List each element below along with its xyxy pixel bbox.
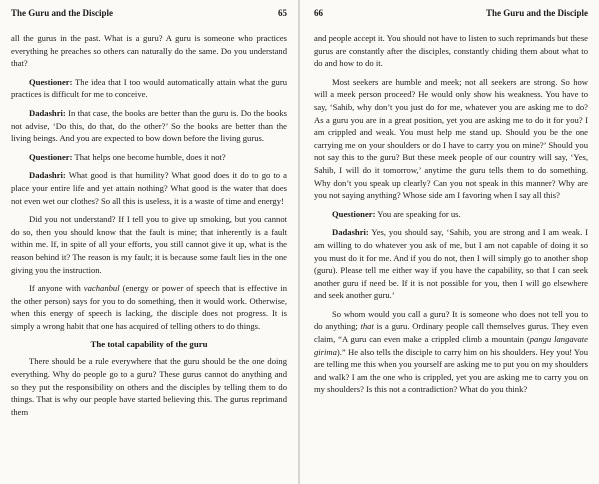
dialogue-paragraph <box>314 208 588 221</box>
speaker-label: Questioner: <box>29 76 73 87</box>
running-title: The Guru and the Disciple <box>11 8 114 18</box>
dialogue-text: The idea that I too would automatically attain what the guru practices is difficult for me to conceive. <box>11 76 287 100</box>
paragraph: and people accept it. You should not have to listen to such reprimands but these gurus are constantly after the disciples, constantly chiding them about what to do and how to do it. <box>314 33 588 69</box>
dialogue-text: In that case, the books are better than the guru is. Do the books not advise, ‘Do this, do that, do the other?’ So the books are better than the living beings. And you are expected to bow down before the living gurus. <box>11 107 287 144</box>
right-page-header <box>314 8 588 22</box>
term-italic: vachanbul <box>83 283 120 294</box>
paragraph: all the gurus in the past. What is a guru? A guru is someone who practices everything he preaches so others can naturally do the same. Do you understand that? <box>11 33 287 69</box>
dialogue-paragraph <box>11 107 287 145</box>
dialogue-text: You are speaking for us. <box>375 208 461 219</box>
speaker-label: Questioner: <box>332 208 376 219</box>
speaker-label: Dadashri: <box>29 107 66 118</box>
text-run: (energy or power of speech that is effective in the other person) says for you to do something, then it would work. Otherwise, when this energy of speech is lacking, the disciple does not progress. It is simply a wrong habit that one has acquired of telling others to do things. <box>11 283 287 331</box>
dialogue-paragraph <box>11 76 287 101</box>
paragraph: There should be a rule everywhere that the guru should be the one doing everything. Why do people go to a guru? These gurus cannot do anything and so they put the responsibility on others and the disciples by telling them to do things. That is why our people have started believing this. The gurus reprimand them <box>11 356 287 417</box>
right-page <box>300 0 599 484</box>
left-page <box>0 0 299 484</box>
left-page-body <box>11 32 287 418</box>
speaker-label: Dadashri: <box>29 170 66 181</box>
dialogue-text: What good is that humility? What good does it do to go to a place your entire life and yet attain nothing? What good is the water that does not even wet our clothes? So all this is useless, it is a waste of time and energy! <box>11 170 287 206</box>
page-number: 65 <box>278 8 287 18</box>
dialogue-paragraph <box>11 151 287 164</box>
text-run: is a guru. Ordinary people call themselves gurus. They even claim, “A guru can even make a crippled climb a mountain ( <box>314 321 588 345</box>
section-heading: The total capability of the guru <box>90 339 208 350</box>
dialogue-paragraph <box>11 169 287 207</box>
speaker-label: Dadashri: <box>332 227 369 238</box>
speaker-label: Questioner: <box>29 151 73 162</box>
right-page-body <box>314 32 588 396</box>
left-page-header <box>11 8 287 22</box>
text-run: ).” He also tells the disciple to carry him on his shoulders. Hey you! You are telling me this when you yourself are asking me to put you on my shoulders and walk? I am the one who is crippled, yet you are asking me to carry you on my shoulders? Is this not a contradiction? What do you think? <box>314 346 588 395</box>
dialogue-paragraph <box>314 226 588 302</box>
term-italic: pangu langavate girima <box>314 334 588 357</box>
running-title: The Guru and the Disciple <box>485 8 588 18</box>
text-run: If anyone with <box>29 283 84 294</box>
paragraph: Did you not understand? If I tell you to give up smoking, but you cannot do so, then you should know that the fault is mine; that inherently is a fault within me. If, in spite of all your efforts, you still cannot give it up, what is the reason behind it? The reason is my fault; it is because some fault lies in the one giving you the instruction. <box>11 214 287 275</box>
dialogue-text: Yes, you should say, ‘Sahib, you are strong and I am weak. I am willing to do whatever you ask of me, but I am not capable of doing it so you must do it for me. And if you do not, then I will simply go to another shop (guru). Please tell me either way if you have the capability, so that I can seek another guru if need be. If it is not possible for you, then I will go elsewhere and seek another guru.’ <box>314 227 588 301</box>
paragraph: Most seekers are humble and meek; not all seekers are strong. So how will a meek person proceed? He would only show his weakness. You have to say, ‘Sahib, why don’t you just do for me, whatever you are asking me to do? As a guru you are in a great position, yet you are asking me to do it for you? I am crippled and weak. You must help me stand up. Should you be the one carrying me on your shoulders or do I have to carry you on mine?’ Should you not say this to the guru? But these meek people of our country will say, ‘Yes, Sahib, I will do it tomorrow,’ anytime the guru tells them to do something. Why don’t you speak up clearly? Can you not speak in this manner? Why are you not saying anything? Whose side am I favoring when I say all this? <box>314 76 588 201</box>
text-run: So whom would you call a guru? It is someone who does not tell you to do anything; <box>314 308 588 332</box>
page-number: 66 <box>314 8 323 18</box>
emphasis-italic: that <box>360 321 374 332</box>
paragraph <box>314 308 588 396</box>
dialogue-text: That helps one become humble, does it not? <box>72 151 226 162</box>
paragraph <box>11 282 287 332</box>
